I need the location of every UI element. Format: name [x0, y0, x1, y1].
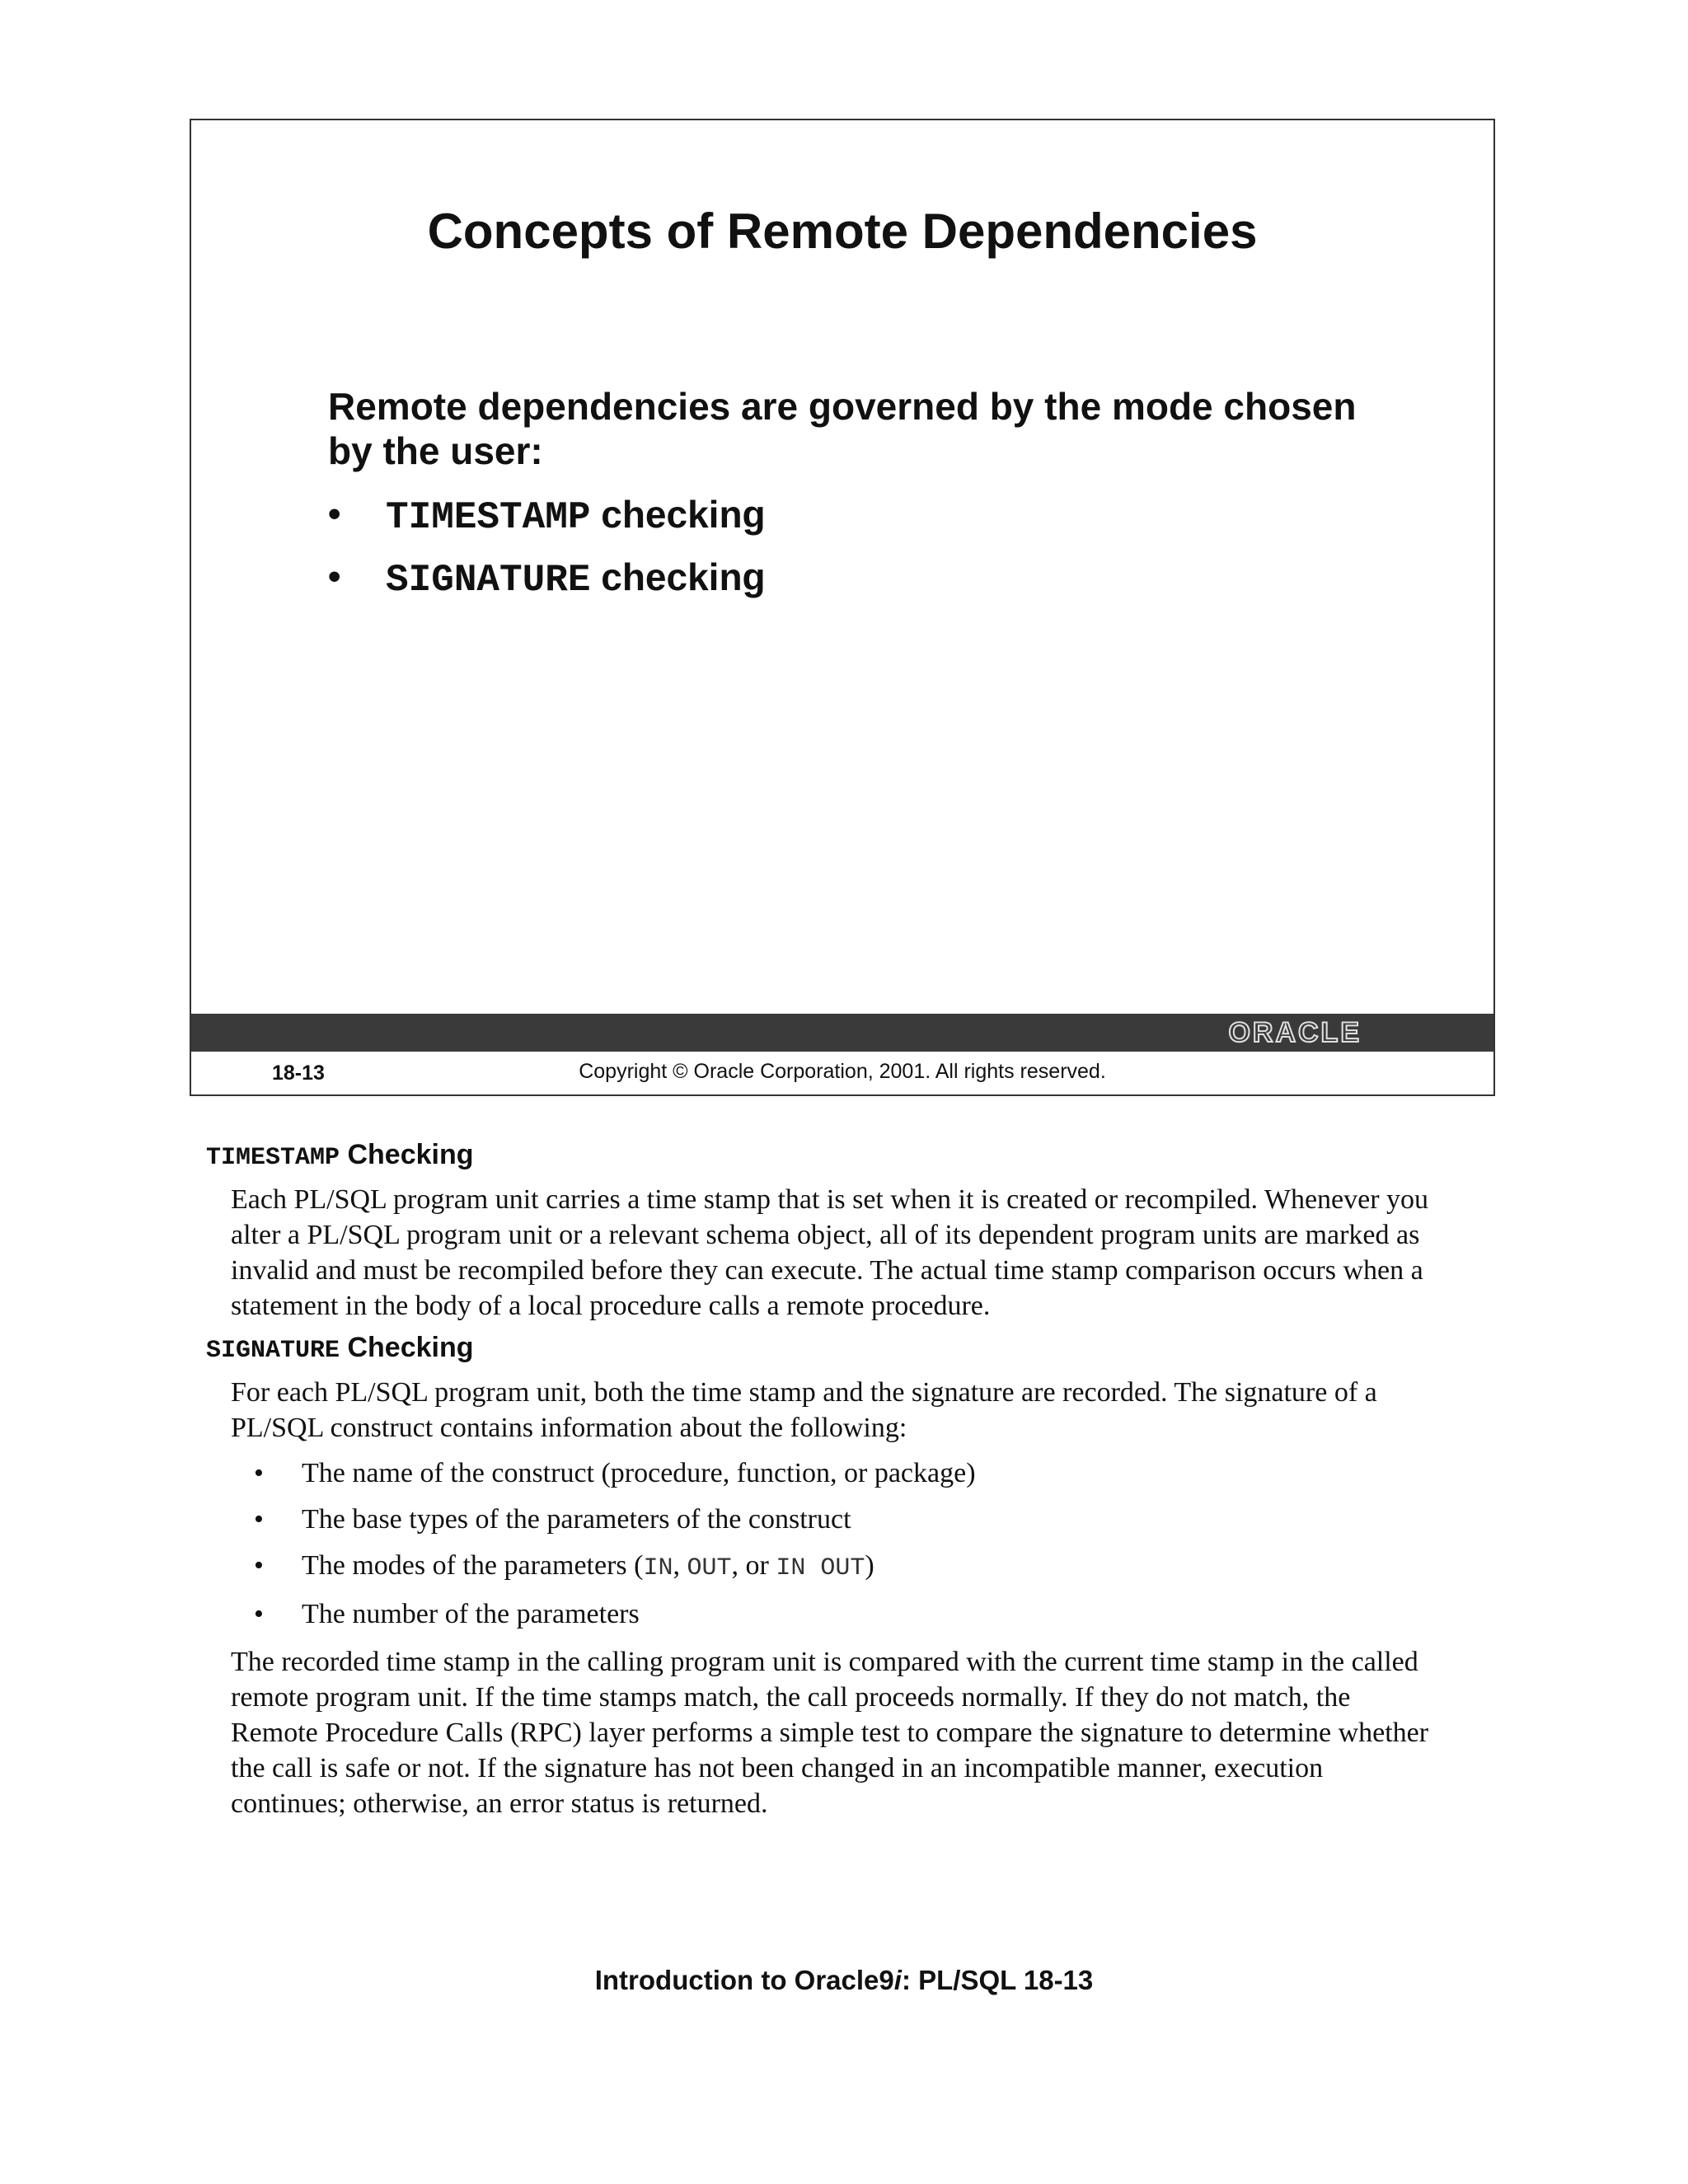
slide-bullet-keyword: TIMESTAMP	[386, 496, 591, 539]
footer-italic: i	[893, 1965, 902, 1995]
list-item-text: The base types of the parameters of the construct	[302, 1504, 851, 1535]
list-item	[254, 1497, 1459, 1543]
timestamp-heading	[206, 1136, 1459, 1177]
list-item	[254, 1451, 1459, 1497]
code-in-out: IN OUT	[776, 1554, 865, 1582]
bullet-icon: •	[328, 556, 341, 597]
signature-heading	[206, 1329, 1459, 1370]
slide-copyright: Copyright © Oracle Corporation, 2001. All rights reserved.	[579, 1060, 1106, 1083]
slide-brand-bar	[191, 1014, 1493, 1052]
slide-frame	[190, 119, 1495, 1096]
oracle-logo: ORACLE	[1228, 1017, 1362, 1048]
slide-bullet-list	[328, 483, 766, 608]
bullet-icon: •	[254, 1504, 264, 1535]
heading-keyword: SIGNATURE	[206, 1337, 340, 1365]
bullet-icon: •	[254, 1550, 264, 1581]
slide-bullet-text: checking	[590, 555, 766, 598]
slide-footer	[191, 1052, 1493, 1094]
code-out: OUT	[687, 1554, 732, 1582]
signature-paragraph: For each PL/SQL program unit, both the time stamp and the signature are recorded. The signature of a PL/SQL construct contains information about the following:	[231, 1377, 1377, 1443]
signature-info-list	[254, 1451, 1459, 1638]
list-item	[254, 1543, 1459, 1591]
footer-prefix: Introduction to Oracle9	[594, 1965, 894, 1995]
slide-bullet-signature	[328, 546, 766, 608]
slide-intro: Remote dependencies are governed by the mode chosen by the user:	[328, 385, 1357, 472]
slide-bullet-text: checking	[590, 493, 766, 536]
list-item	[254, 1591, 1459, 1638]
bullet-icon: •	[328, 494, 341, 534]
code-in: IN	[643, 1554, 673, 1582]
notes-section	[206, 1136, 1459, 1826]
bullet-icon: •	[254, 1599, 264, 1629]
heading-keyword: TIMESTAMP	[206, 1144, 340, 1172]
slide-bullet-keyword: SIGNATURE	[386, 559, 591, 602]
list-item-text: The name of the construct (procedure, function, or package)	[302, 1458, 976, 1488]
heading-text: Checking	[340, 1139, 474, 1170]
footer-suffix: : PL/SQL 18-13	[901, 1965, 1094, 1995]
slide-bullet-timestamp	[328, 483, 766, 546]
page-footer	[0, 1965, 1688, 1996]
list-item-suffix: )	[865, 1550, 874, 1581]
heading-text: Checking	[340, 1332, 474, 1363]
slide-number: 18-13	[272, 1062, 325, 1085]
slide-title: Concepts of Remote Dependencies	[427, 204, 1258, 259]
list-item-text: The modes of the parameters (	[302, 1550, 644, 1581]
list-item-text: The number of the parameters	[302, 1599, 640, 1629]
list-item-sep: ,	[673, 1550, 687, 1581]
bullet-icon: •	[254, 1458, 264, 1488]
timestamp-paragraph: Each PL/SQL program unit carries a time stamp that is set when it is created or recompiled. Whenever you alter a PL/SQL program unit or a relevant schema object, all of its dependent program units are marked as invalid and must be recompiled before they can execute. The actual time stamp comparison occurs when a statement in the body of a local procedure calls a remote procedure.	[231, 1184, 1429, 1321]
list-item-sep: , or	[731, 1550, 776, 1581]
closing-paragraph: The recorded time stamp in the calling program unit is compared with the current time stamp in the called remote program unit. If the time stamps match, the call proceeds normally. If they do not match, the Remote Procedure Calls (RPC) layer performs a simple test to compare the signature to determine whether the call is safe or not. If the signature has not been changed in an incompatible manner, execution continues; otherwise, an error status is returned.	[231, 1647, 1429, 1819]
